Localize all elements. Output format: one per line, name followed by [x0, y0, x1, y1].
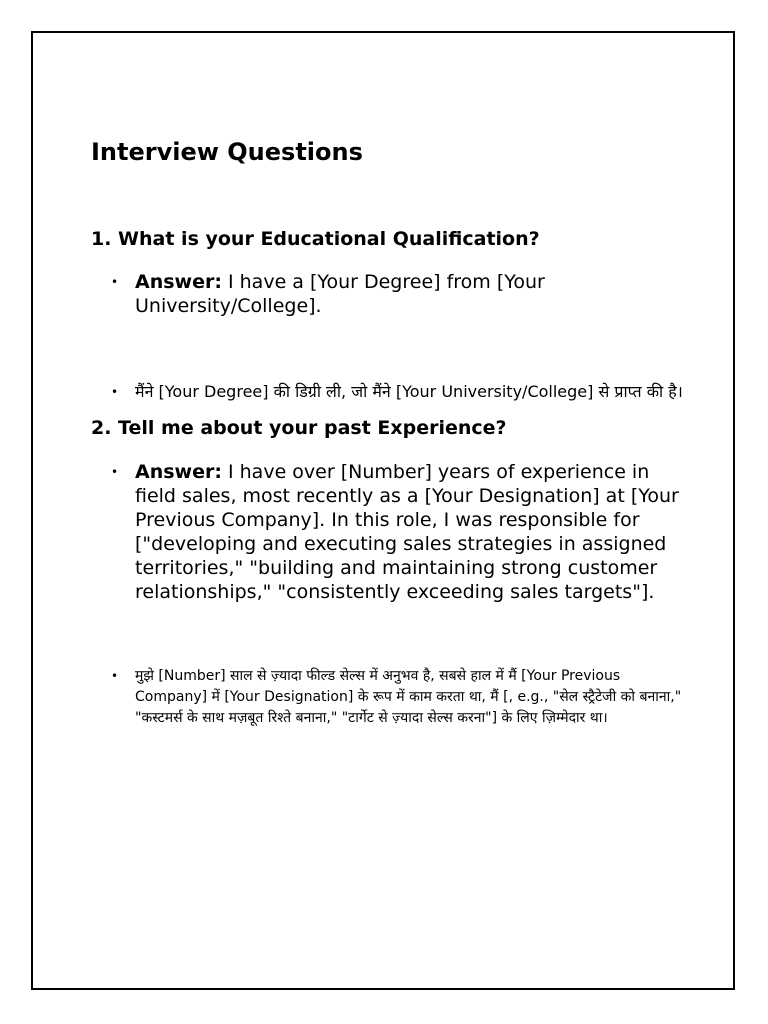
answer-list-2 — [91, 460, 691, 729]
answer-text: I have a [Your Degree] from [Your University/College]. — [135, 271, 545, 317]
document-page — [31, 31, 735, 990]
translation-text: मैंने [Your Degree] की डिग्री ली, जो मैंने [Your University/College] से प्राप्त की है। — [135, 382, 683, 401]
bullet-icon: • — [111, 385, 119, 399]
page-title: Interview Questions — [91, 138, 363, 166]
bullet-icon: • — [111, 465, 119, 479]
translation-item-2 — [91, 666, 691, 729]
translation-text: मुझे [Number] साल से ज़्यादा फील्ड सेल्स में अनुभव है, सबसे हाल में मैं [Your Previous Company] में [Your Designation] के रूप में काम करता था, मैं [, e.g., "सेल स्ट्रैटेजी को बनाना," "कस्टमर्स के साथ मज़बूत रिश्ते बनाना," "टार्गेट से ज़्यादा सेल्स करना"] के लिए ज़िम्मेदार था। — [135, 668, 682, 726]
answer-item-2 — [91, 460, 691, 604]
document-content — [91, 133, 691, 729]
translation-item-1 — [91, 382, 691, 402]
answer-item-1 — [91, 270, 691, 318]
bullet-icon: • — [111, 275, 119, 289]
answer-list-1 — [91, 270, 691, 402]
answer-text: I have over [Number] years of experience in field sales, most recently as a [Your Designation] at [Your Previous Company]. In this role, I was responsible for ["developing and executing sales strategies in assigned territories," "building and maintaining strong customer relationships," "consistently exceeding sales targets"]. — [135, 461, 679, 603]
question-heading-1: 1. What is your Educational Qualification? — [91, 228, 540, 250]
answer-label: Answer: — [135, 461, 222, 483]
question-heading-2: 2. Tell me about your past Experience? — [91, 417, 507, 439]
answer-label: Answer: — [135, 271, 222, 293]
bullet-icon: • — [111, 669, 119, 683]
